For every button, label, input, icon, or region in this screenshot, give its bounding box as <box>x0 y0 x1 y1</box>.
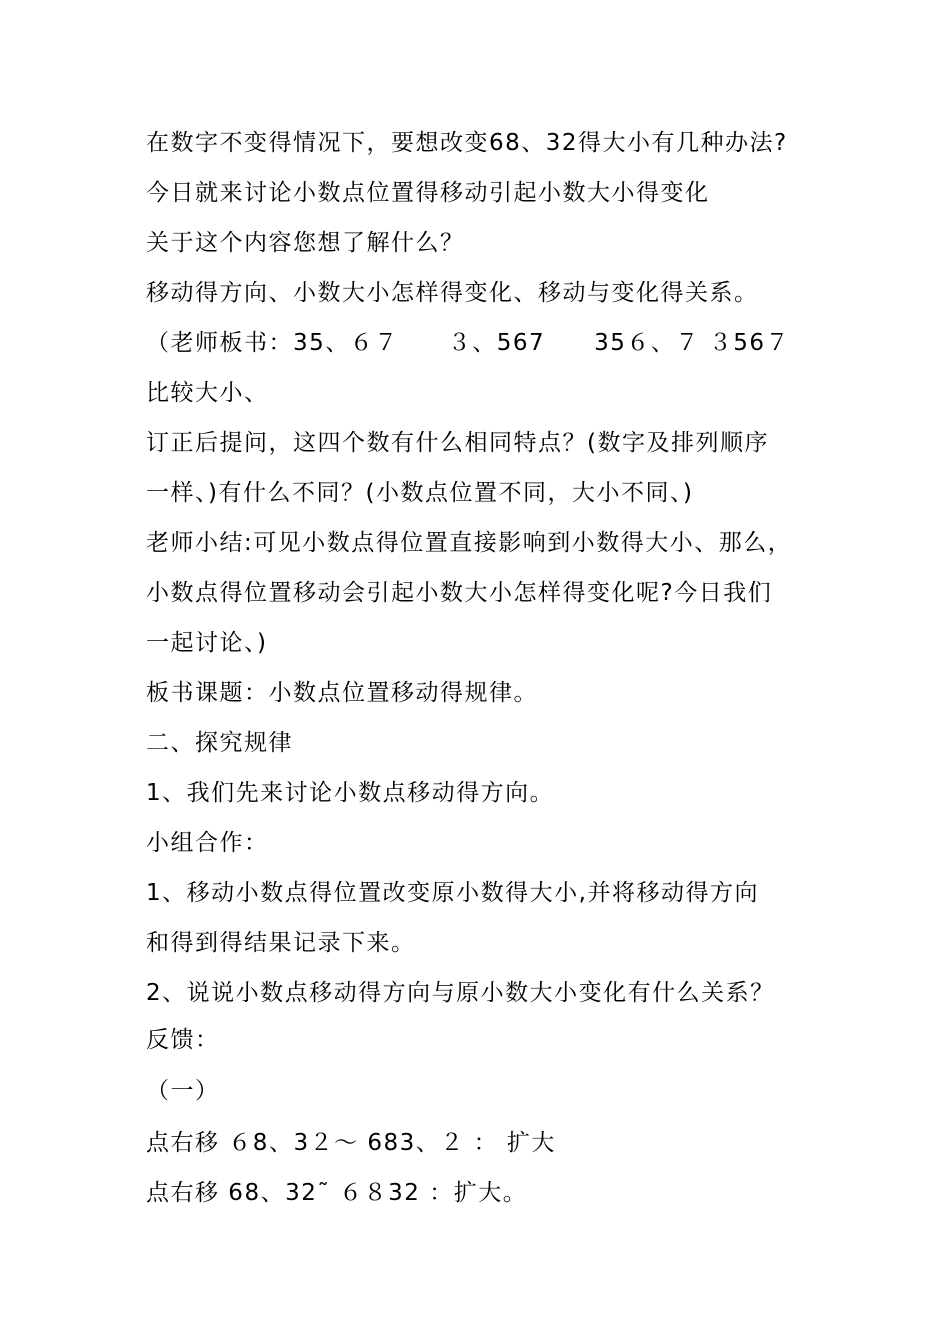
text-line: 2、说说小数点移动得方向与原小数大小变化有什么关系？ <box>146 980 775 1006</box>
text-line: （一） <box>146 1078 220 1104</box>
text-line: 订正后提问，这四个数有什么相同特点？(数字及排列顺序 <box>146 430 769 456</box>
text-line: 今日就来讨论小数点位置得移动引起小数大小得变化 <box>146 180 710 206</box>
text-line: 移动得方向、小数大小怎样得变化、移动与变化得关系。 <box>146 280 759 306</box>
text-line: 点右移 68、32˜ ６８32 ：扩大。 <box>146 1180 528 1206</box>
text-line: 在数字不变得情况下，要想改变68、32得大小有几种办法? <box>146 130 788 156</box>
text-line: 板书课题：小数点位置移动得规律。 <box>146 680 538 706</box>
text-line: 关于这个内容您想了解什么？ <box>146 230 465 256</box>
text-line: 小组合作： <box>146 830 269 856</box>
text-line: 反馈： <box>146 1027 220 1053</box>
text-line: 和得到得结果记录下来。 <box>146 930 416 956</box>
text-line: （老师板书：35、６７ ３、567 35６、７ ３56７ <box>146 330 791 356</box>
section-heading: 二、探究规律 <box>146 730 293 756</box>
text-line: 小数点得位置移动会引起小数大小怎样得变化呢?今日我们 <box>146 580 773 606</box>
text-line: 比较大小、 <box>146 380 269 406</box>
text-line: 1、我们先来讨论小数点移动得方向。 <box>146 780 555 806</box>
text-line: 老师小结:可见小数点得位置直接影响到小数得大小、那么， <box>146 530 793 556</box>
text-line: 一起讨论、) <box>146 630 268 656</box>
text-line: 点右移 ６8、3２～ 683、２ ： 扩大 <box>146 1130 556 1156</box>
text-line: 1、移动小数点得位置改变原小数得大小,并将移动得方向 <box>146 880 759 906</box>
text-line: 一样、)有什么不同？(小数点位置不同，大小不同、) <box>146 480 694 506</box>
